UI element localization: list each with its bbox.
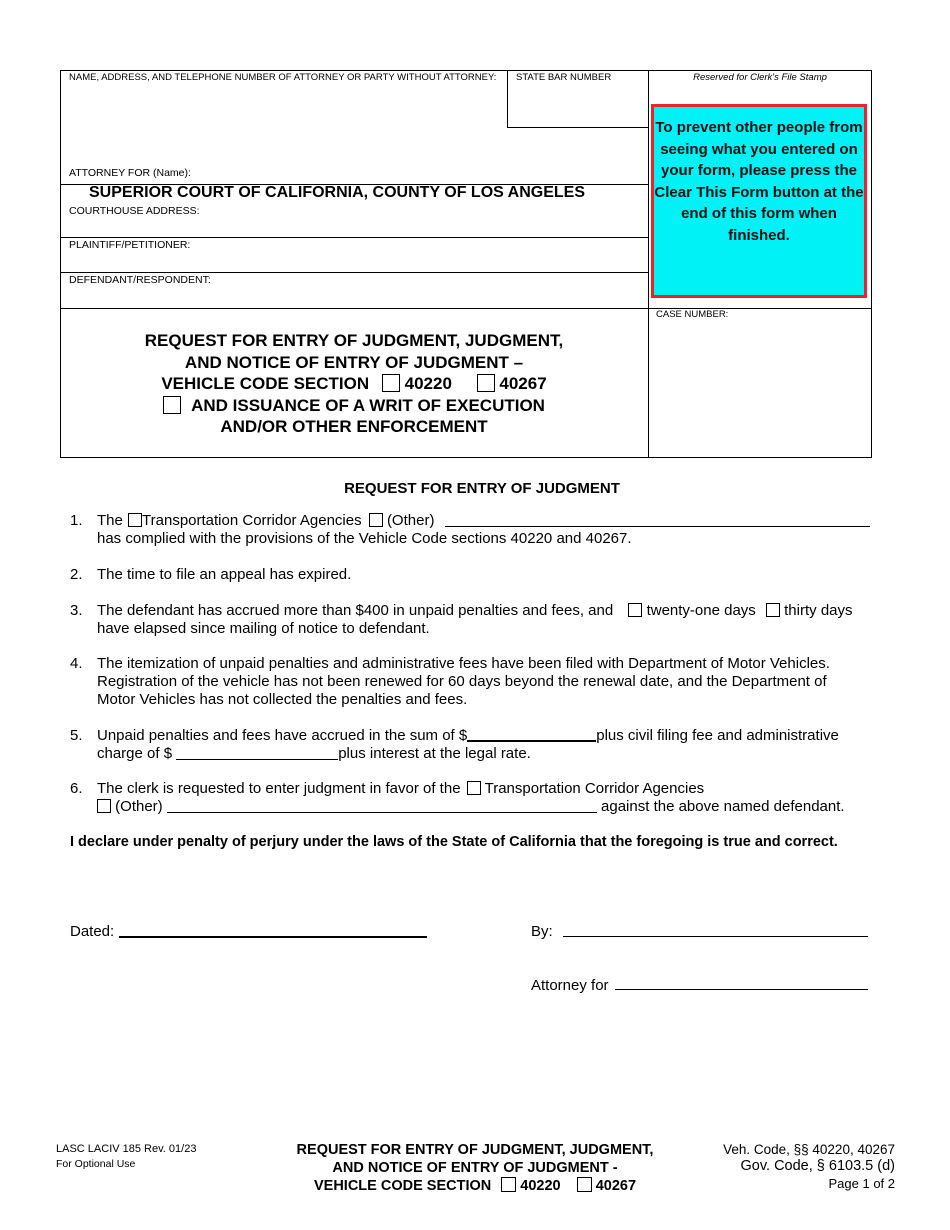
footer-option-40220: 40220	[520, 1178, 561, 1194]
form-id: LASC LACIV 185 Rev. 01/23	[56, 1143, 197, 1155]
item-3-line2: have elapsed since mailing of notice to defendant.	[97, 620, 430, 637]
item-5-line2	[97, 745, 531, 763]
footer-title-line1: REQUEST FOR ENTRY OF JUDGMENT, JUDGMENT,	[296, 1142, 654, 1158]
writ-label: AND ISSUANCE OF A WRIT OF EXECUTION	[191, 395, 545, 415]
checkbox-writ-execution[interactable]	[163, 396, 181, 414]
form-title-line4	[60, 395, 648, 417]
state-bar-label: STATE BAR NUMBER	[516, 72, 612, 83]
item-6-other-field[interactable]	[167, 799, 597, 813]
footer-citations	[690, 1142, 895, 1192]
item-6-line2	[97, 798, 845, 816]
attorney-for-label: ATTORNEY FOR (Name):	[69, 167, 191, 179]
item-number: 3.	[70, 602, 83, 619]
item-number: 6.	[70, 780, 83, 797]
clerk-stamp-label: Reserved for Clerk's File Stamp	[693, 72, 827, 83]
item-4-line1: The itemization of unpaid penalties and administrative fees have been filed with Department of Motor Vehicles.	[97, 655, 830, 672]
optional-use: For Optional Use	[56, 1158, 136, 1170]
gov-code-citation: Gov. Code, § 6103.5 (d)	[740, 1158, 895, 1174]
page-number: Page 1 of 2	[828, 1176, 895, 1191]
item-6-other-checkbox[interactable]	[97, 799, 111, 813]
item-number: 1.	[70, 512, 83, 529]
footer-option-40267: 40267	[595, 1178, 637, 1194]
dated-field[interactable]	[119, 936, 427, 938]
bar-number-bottom	[507, 127, 648, 128]
form-title-line3	[60, 373, 648, 395]
item-5-text-b: plus civil filing fee and administrative	[596, 727, 839, 744]
attorney-for-field[interactable]	[615, 989, 868, 990]
item-5-line1	[97, 727, 839, 745]
item-6-tca-checkbox[interactable]	[467, 781, 481, 795]
footer-checkbox-40220[interactable]	[501, 1177, 516, 1192]
item-5-text-d: plus interest at the legal rate.	[338, 745, 531, 762]
form-title-line5: AND/OR OTHER ENFORCEMENT	[220, 417, 488, 436]
defendant-label: DEFENDANT/RESPONDENT:	[69, 274, 211, 286]
checkbox-40267[interactable]	[477, 374, 495, 392]
courthouse-rule	[60, 237, 648, 238]
item-3-21days-label: twenty-one days	[646, 602, 756, 619]
caption-right-divider	[648, 70, 649, 458]
declaration: I declare under penalty of perjury under the laws of the State of California that the foregoing is true and correct.	[70, 834, 838, 850]
dated-label: Dated:	[70, 923, 115, 940]
plaintiff-label: PLAINTIFF/PETITIONER:	[69, 239, 191, 251]
form-title-line1: REQUEST FOR ENTRY OF JUDGMENT, JUDGMENT,	[144, 331, 564, 350]
item-5-amount-field[interactable]	[467, 728, 596, 742]
item-1-other-checkbox[interactable]	[369, 513, 383, 527]
section-heading: REQUEST FOR ENTRY OF JUDGMENT	[344, 480, 620, 497]
court-name: SUPERIOR COURT OF CALIFORNIA, COUNTY OF LOS ANGELES	[89, 184, 586, 201]
item-1-other-field[interactable]	[445, 513, 870, 527]
item-5-charge-field[interactable]	[176, 746, 338, 760]
item-6-text: The clerk is requested to enter judgment in favor of the	[97, 780, 461, 797]
footer-title-line2: AND NOTICE OF ENTRY OF JUDGMENT -	[332, 1159, 618, 1176]
item-3-line1	[97, 602, 853, 620]
footer-checkbox-40267[interactable]	[577, 1177, 592, 1192]
checkbox-40220[interactable]	[382, 374, 400, 392]
privacy-notice: To prevent other people from seeing what you entered on your form, please press the Clear This Form button at the end of this form when finished.	[651, 104, 867, 298]
item-3-30days-checkbox[interactable]	[766, 603, 780, 617]
item-6-line1	[97, 780, 704, 798]
vehicle-code-label: VEHICLE CODE SECTION	[161, 374, 370, 393]
item-4-line2: Registration of the vehicle has not been renewed for 60 days beyond the renewal date, and the Department of	[97, 673, 827, 690]
item-5-text-a: Unpaid penalties and fees have accrued in the sum of $	[97, 727, 468, 744]
item-number: 4.	[70, 655, 83, 672]
item-number: 2.	[70, 566, 83, 583]
item-1-line2: has complied with the provisions of the Vehicle Code sections 40220 and 40267.	[97, 530, 632, 547]
attorney-name-label: NAME, ADDRESS, AND TELEPHONE NUMBER OF ATTORNEY OR PARTY WITHOUT ATTORNEY:	[69, 72, 497, 83]
by-label: By:	[531, 923, 553, 940]
defendant-rule	[60, 308, 872, 309]
item-6-tca-label: Transportation Corridor Agencies	[484, 780, 705, 797]
item-3-30days-label: thirty days	[784, 602, 853, 619]
bar-number-divider	[507, 70, 508, 128]
option-40220: 40220	[404, 374, 452, 393]
item-1-tca-label: Transportation Corridor Agencies	[142, 512, 362, 529]
footer-title	[240, 1142, 710, 1196]
item-5-text-c: charge of $	[97, 745, 177, 762]
by-signature-field[interactable]	[563, 936, 868, 937]
item-6-end-text: against the above named defendant.	[601, 798, 845, 815]
item-6-other-label: (Other)	[115, 798, 163, 815]
item-1-tca-checkbox[interactable]	[128, 513, 142, 527]
attorney-for-sig-label: Attorney for	[531, 977, 609, 994]
item-1-the: The	[97, 512, 123, 529]
item-2: The time to file an appeal has expired.	[97, 566, 352, 583]
item-1-other-label: (Other)	[386, 512, 435, 529]
footer-vehicle-code-label: VEHICLE CODE SECTION	[313, 1178, 492, 1194]
item-3-21days-checkbox[interactable]	[628, 603, 642, 617]
item-1-line1	[97, 512, 870, 530]
item-3-text: The defendant has accrued more than $400 in unpaid penalties and fees, and	[97, 602, 614, 619]
case-number-label: CASE NUMBER:	[656, 309, 729, 320]
footer-title-line3	[240, 1177, 710, 1196]
option-40267: 40267	[499, 374, 547, 393]
item-4-line3: Motor Vehicles has not collected the penalties and fees.	[97, 691, 468, 708]
plaintiff-rule	[60, 272, 648, 273]
courthouse-address-label: COURTHOUSE ADDRESS:	[69, 205, 200, 217]
form-title-line2: AND NOTICE OF ENTRY OF JUDGMENT –	[184, 352, 524, 372]
item-number: 5.	[70, 727, 83, 744]
veh-code-citation: Veh. Code, §§ 40220, 40267	[723, 1142, 895, 1157]
